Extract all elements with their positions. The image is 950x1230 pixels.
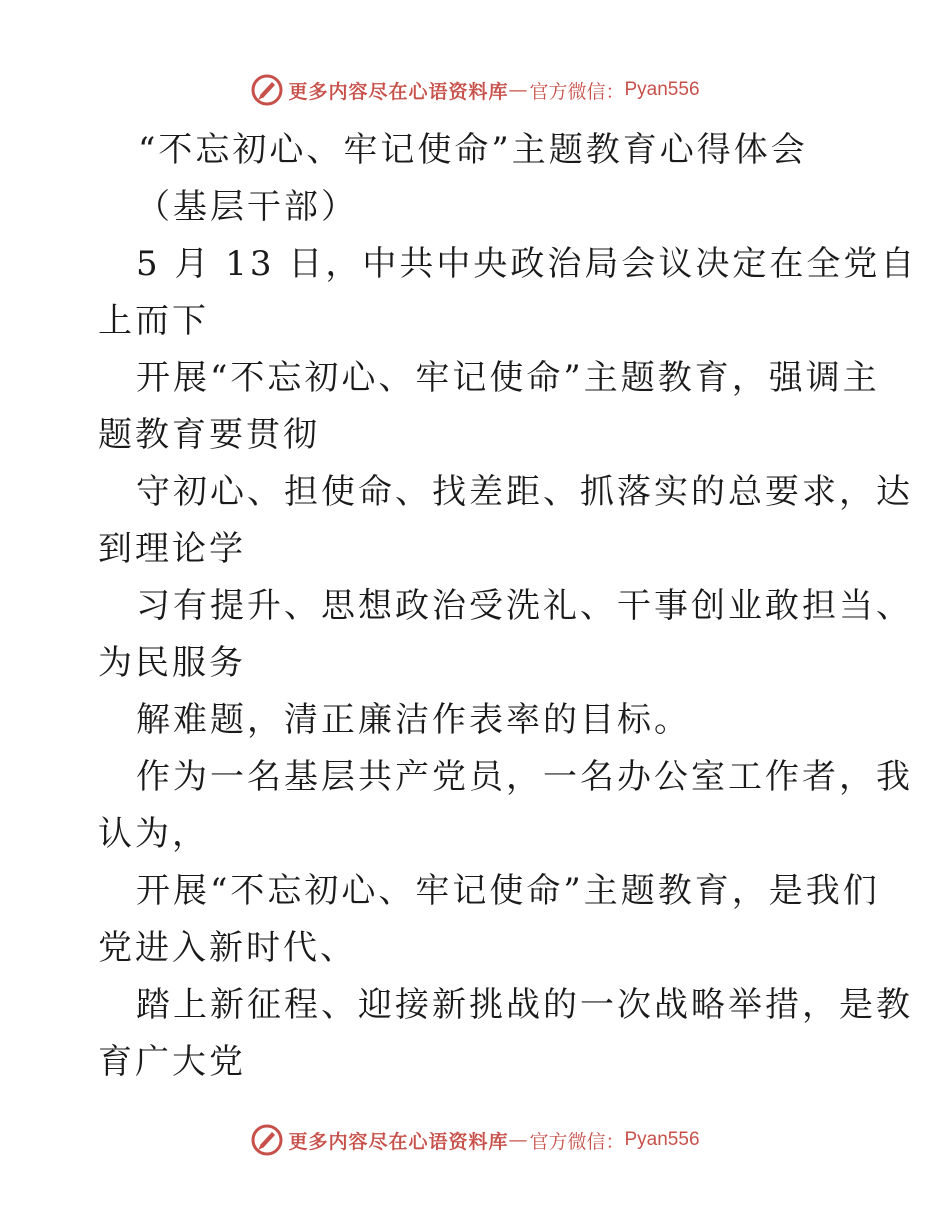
banner-text: 更多内容尽在心语资料库 bbox=[288, 80, 509, 103]
paragraph-line: 认为， bbox=[98, 814, 209, 854]
brand-logo-icon bbox=[250, 73, 284, 107]
paragraph-line: 解难题，清正廉洁作表率的目标。 bbox=[136, 700, 691, 740]
banner-wechat-id: Pyan556 bbox=[624, 79, 700, 100]
paragraph-line: 党进入新时代、 bbox=[98, 928, 357, 968]
header-watermark-banner bbox=[0, 70, 950, 110]
paragraph-line: 作为一名基层共产党员，一名办公室工作者，我 bbox=[136, 757, 913, 797]
paragraph-line: 5 月 13 日，中共中央政治局会议决定在全党自 bbox=[136, 244, 918, 284]
footer-watermark-banner bbox=[0, 1120, 950, 1160]
paragraph-line: 育广大党 bbox=[98, 1042, 246, 1082]
paragraph-line: 为民服务 bbox=[98, 643, 246, 683]
banner-dash: — bbox=[508, 1129, 528, 1151]
paragraph-line: 开展“不忘初心、牢记使命”主题教育，强调主 bbox=[136, 358, 880, 398]
banner-dash: — bbox=[508, 79, 528, 101]
paragraph-line: 上而下 bbox=[98, 301, 209, 341]
banner-wechat-label: 官方微信： bbox=[529, 80, 625, 103]
banner-wechat-id: Pyan556 bbox=[624, 1129, 700, 1150]
paragraph-line: 开展“不忘初心、牢记使命”主题教育，是我们 bbox=[136, 871, 880, 911]
paragraph-line: 守初心、担使命、找差距、抓落实的总要求，达 bbox=[136, 472, 913, 512]
brand-logo-icon bbox=[250, 1123, 284, 1157]
document-title: “不忘初心、牢记使命”主题教育心得体会 bbox=[138, 130, 808, 170]
document-subtitle: （基层干部） bbox=[136, 187, 358, 227]
banner-wechat-label: 官方微信： bbox=[529, 1130, 625, 1153]
paragraph-line: 习有提升、思想政治受洗礼、干事创业敢担当、 bbox=[136, 586, 913, 626]
paragraph-line: 到理论学 bbox=[98, 529, 246, 569]
paragraph-line: 题教育要贯彻 bbox=[98, 415, 320, 455]
document-body bbox=[98, 122, 918, 1091]
paragraph-line: 踏上新征程、迎接新挑战的一次战略举措，是教 bbox=[136, 985, 913, 1025]
banner-text: 更多内容尽在心语资料库 bbox=[288, 1130, 509, 1153]
